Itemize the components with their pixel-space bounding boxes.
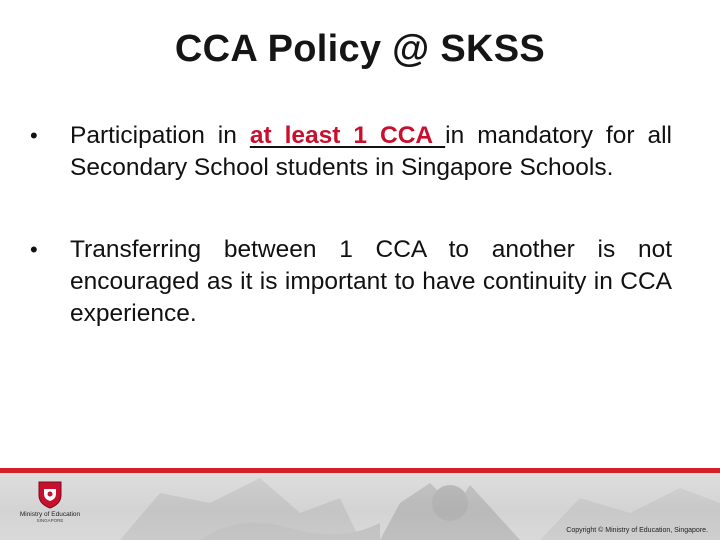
moe-logo (18, 479, 82, 537)
logo-name: Ministry of Education (19, 511, 81, 518)
bullet-highlight: at least 1 CCA (249, 122, 446, 149)
bullet-text-end: in mandatory for all Secondary School students in Singapore Schools. (70, 122, 672, 181)
bullet-list (30, 120, 672, 330)
bullet-marker: • (30, 237, 38, 262)
copyright-text: Copyright © Ministry of Education, Singapore. (566, 527, 708, 534)
bullet-item (30, 234, 672, 330)
crest-icon (35, 479, 65, 509)
bullet-text: Transferring between 1 CCA to another is not encouraged as it is important to have continuity in CCA experience. (70, 236, 672, 327)
footer (0, 473, 720, 540)
logo-subtitle: SINGAPORE (36, 518, 64, 523)
slide-title: CCA Policy @ SKSS (174, 28, 546, 70)
bullet-marker: • (30, 123, 38, 148)
bullet-text-start: Participation in (70, 122, 250, 149)
bullet-item (30, 120, 672, 184)
